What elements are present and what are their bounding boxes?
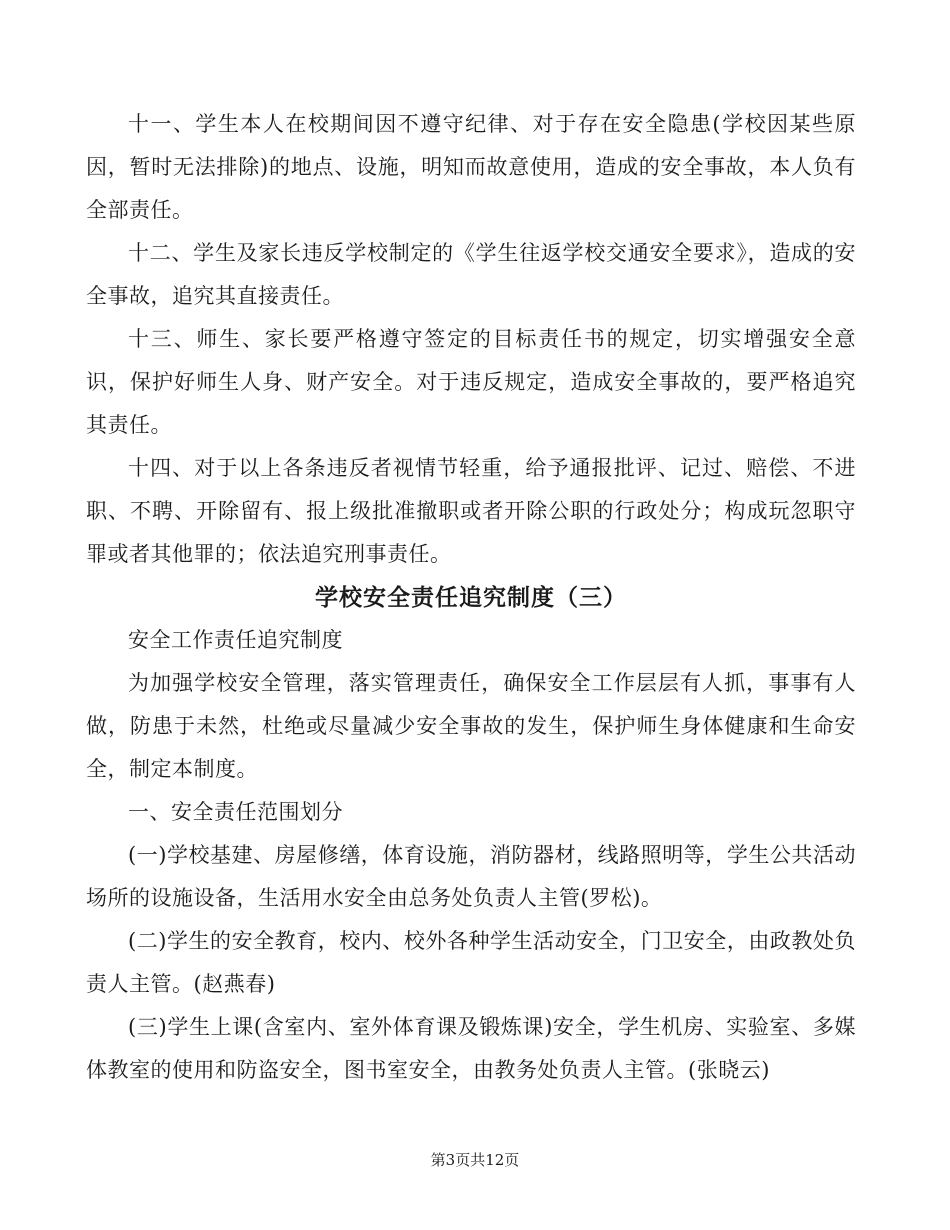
subheading-scope-division: 一、安全责任范围划分 [128,800,343,824]
document-body [86,103,856,1092]
section-title: 学校安全责任追究制度（三） [315,584,627,611]
paragraph-12: 十二、学生及家长违反学校制定的《学生往返学校交通安全要求》，造成的安全事故，追究其直接责任。 [86,241,856,308]
subheading-responsibility-system: 安全工作责任追究制度 [128,628,343,652]
paragraph-14: 十四、对于以上各条违反者视情节轻重，给予通报批评、记过、赔偿、不进职、不聘、开除留有、报上级批准撤职或者开除公职的行政处分；构成玩忽职守罪或者其他罪的；依法追究刑事责任。 [86,456,856,566]
paragraph-11: 十一、学生本人在校期间因不遵守纪律、对于存在安全隐患(学校因某些原因，暂时无法排除)的地点、设施，明知而故意使用，造成的安全事故，本人负有全部责任。 [86,112,856,222]
paragraph-item-3: (三)学生上课(含室内、室外体育课及锻炼课)安全，学生机房、实验室、多媒体教室的使用和防盗安全，图书室安全，由教务处负责人主管。(张晓云) [86,1015,856,1082]
paragraph-purpose: 为加强学校安全管理，落实管理责任，确保安全工作层层有人抓，事事有人做，防患于未然，杜绝或尽量减少安全事故的发生，保护师生身体健康和生命安全，制定本制度。 [86,671,856,781]
paragraph-13: 十三、师生、家长要严格遵守签定的目标责任书的规定，切实增强安全意识，保护好师生人身、财产安全。对于违反规定，造成安全事故的，要严格追究其责任。 [86,327,856,437]
paragraph-item-1: (一)学校基建、房屋修缮，体育设施，消防器材，线路照明等，学生公共活动场所的设施设备，生活用水安全由总务处负责人主管(罗松)。 [86,843,856,910]
page-number: 第3页共12页 [430,1151,520,1169]
paragraph-item-2: (二)学生的安全教育，校内、校外各种学生活动安全，门卫安全，由政教处负责人主管。(赵燕春) [86,929,856,996]
